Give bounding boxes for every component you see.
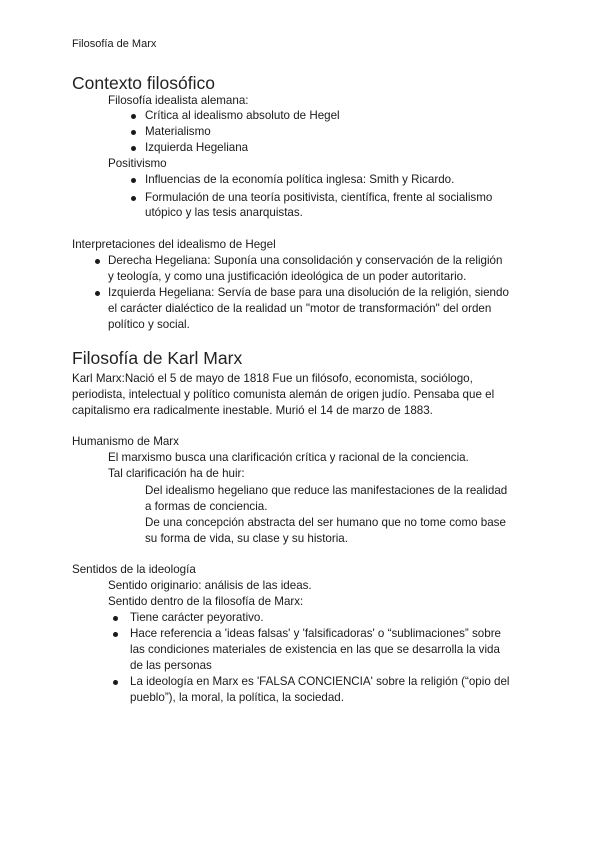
bullet-dot <box>131 196 136 201</box>
list-item-line: Derecha Hegeliana: Suponía una consolidación y conservación de la religión <box>108 254 503 267</box>
list-item-line: utópico y las tesis anarquistas. <box>145 206 303 219</box>
list-item-line: Hace referencia a 'ideas falsas' y 'falsificadoras' o “sublimaciones” sobre <box>130 627 502 640</box>
list-item-line: político y social. <box>108 318 190 331</box>
subheading-positivismo: Positivismo <box>108 157 167 170</box>
list-item-line: y teología, y como una justificación ideológica de un poder autoritario. <box>108 270 467 283</box>
list-item-line: el carácter dialéctico de la realidad un "motor de transformación" del orden <box>108 302 492 315</box>
paragraph-line: Sentido originario: análisis de las ideas. <box>108 579 312 592</box>
bullet-dot <box>131 114 136 119</box>
list-item: Tiene carácter peyorativo. <box>130 611 264 624</box>
bio-line: capitalismo era radicalmente inestable. Murió el 14 de marzo de 1883. <box>72 404 433 417</box>
bullet-dot <box>95 259 100 264</box>
bullet-dot <box>113 680 118 685</box>
bullet-dot <box>131 178 136 183</box>
paragraph-line: De una concepción abstracta del ser humano que no tome como base <box>145 516 506 529</box>
bullet-dot <box>131 130 136 135</box>
list-item: Izquierda Hegeliana <box>145 141 249 154</box>
bullet-dot <box>113 632 118 637</box>
bullet-dot <box>95 291 100 296</box>
list-item-line: pueblo”), la moral, la política, la sociedad. <box>130 691 344 704</box>
subheading-interpretaciones: Interpretaciones del idealismo de Hegel <box>72 238 276 251</box>
bio-line: Karl Marx:Nació el 5 de mayo de 1818 Fue un filósofo, economista, sociólogo, <box>72 372 473 385</box>
paragraph-line: Tal clarificación ha de huir: <box>108 467 245 480</box>
section-title-karl-marx: Filosofía de Karl Marx <box>72 348 243 368</box>
subheading-ideologia: Sentidos de la ideología <box>72 563 196 576</box>
paragraph-line: Sentido dentro de la filosofía de Marx: <box>108 595 304 608</box>
bullet-dot <box>113 616 118 621</box>
paragraph-line: El marxismo busca una clarificación crítica y racional de la conciencia. <box>108 451 469 464</box>
page-header: Filosofía de Marx <box>72 38 157 50</box>
subheading-humanismo: Humanismo de Marx <box>72 435 179 448</box>
paragraph-line: Del idealismo hegeliano que reduce las manifestaciones de la realidad <box>145 484 508 497</box>
list-item-line: de las personas <box>130 659 212 672</box>
bio-line: periodista, intelectual y político comunista alemán de origen judío. Pensaba que el <box>72 388 495 401</box>
list-item: Materialismo <box>145 125 211 138</box>
bullet-dot <box>131 146 136 151</box>
list-item-line: Izquierda Hegeliana: Servía de base para una disolución de la religión, siendo <box>108 286 509 299</box>
paragraph-line: su forma de vida, su clase y su historia. <box>145 532 348 545</box>
list-item: Crítica al idealismo absoluto de Hegel <box>145 109 340 122</box>
list-item-line: Formulación de una teoría positivista, científica, frente al socialismo <box>145 191 493 204</box>
paragraph-line: a formas de conciencia. <box>145 500 268 513</box>
subheading-idealismo: Filosofía idealista alemana: <box>108 94 249 107</box>
list-item: Influencias de la economía política inglesa: Smith y Ricardo. <box>145 173 455 186</box>
section-title-contexto: Contexto filosófico <box>72 73 215 93</box>
list-item-line: La ideología en Marx es 'FALSA CONCIENCIA' sobre la religión (“opio del <box>130 675 510 688</box>
list-item-line: las condiciones materiales de existencia en las que se desarrolla la vida <box>130 643 500 656</box>
